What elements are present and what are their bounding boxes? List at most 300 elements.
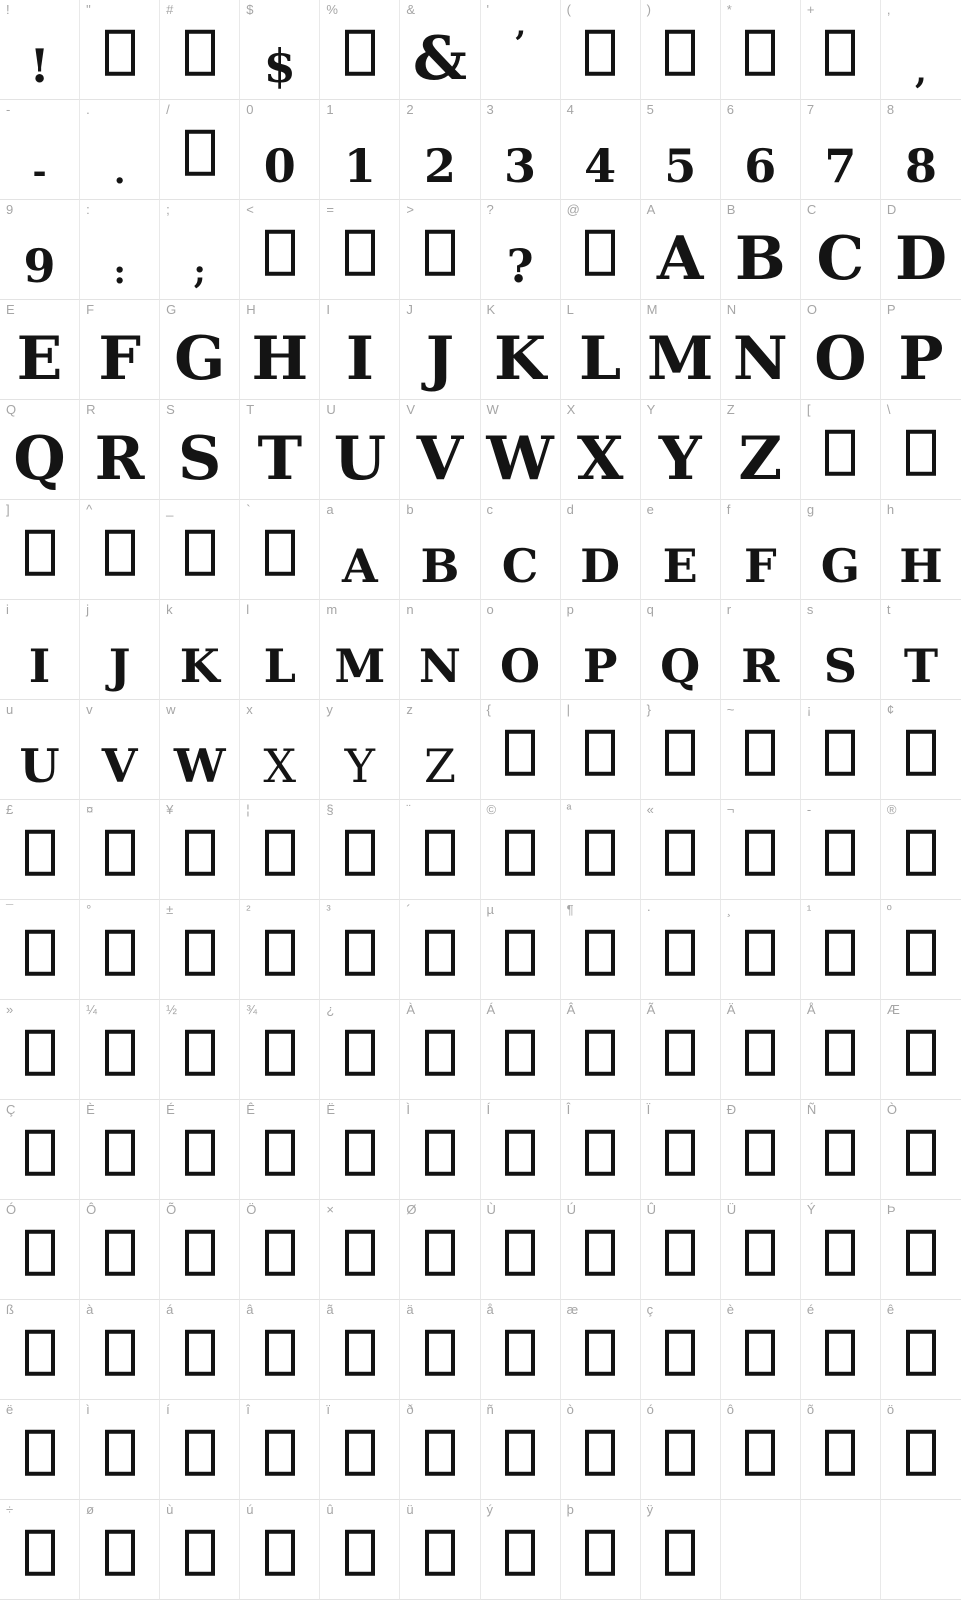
- missing-glyph-box: [25, 1129, 55, 1175]
- cell-char-label: ¢: [886, 702, 895, 717]
- glyph-cell: [481, 0, 561, 100]
- cell-char-label: e: [646, 502, 654, 517]
- cell-char-label: o: [486, 602, 494, 617]
- cell-char-label: T: [246, 402, 255, 417]
- glyph-cell: [561, 600, 641, 700]
- missing-glyph-box: [665, 1429, 695, 1475]
- cell-char-label: ª: [566, 802, 572, 817]
- missing-glyph-box: [665, 1129, 695, 1175]
- glyph-cell: [400, 1200, 480, 1300]
- glyph-cell: [561, 0, 641, 100]
- glyph-cell: [481, 900, 561, 1000]
- cell-char-label: +: [806, 2, 815, 17]
- cell-char-label: /: [166, 102, 170, 117]
- glyph-cell: [0, 600, 80, 700]
- cell-char-label: Ñ: [806, 1102, 817, 1117]
- cell-glyph: I: [345, 324, 374, 394]
- cell-char-label: õ: [806, 1402, 815, 1417]
- glyph-cell: [400, 200, 480, 300]
- missing-glyph-box: [505, 1129, 535, 1175]
- cell-char-label: }: [646, 702, 651, 717]
- glyph-cell: [721, 600, 801, 700]
- missing-glyph-box: [265, 1329, 295, 1375]
- glyph-cell: [561, 200, 641, 300]
- glyph-cell: [240, 1000, 320, 1100]
- missing-glyph-box: [906, 1129, 936, 1175]
- missing-glyph-box: [185, 1229, 215, 1275]
- missing-glyph-box: [505, 1529, 535, 1575]
- cell-char-label: !: [6, 2, 10, 17]
- cell-glyph: H: [899, 539, 943, 593]
- cell-glyph: P: [898, 324, 944, 394]
- cell-glyph: J: [108, 639, 131, 693]
- missing-glyph-box: [906, 1229, 936, 1275]
- cell-char-label: Æ: [886, 1002, 900, 1017]
- cell-char-label: f: [726, 502, 731, 517]
- cell-char-label: Ð: [726, 1102, 737, 1117]
- glyph-cell: [881, 1400, 961, 1500]
- glyph-cell: [481, 400, 561, 500]
- missing-glyph-box: [265, 1429, 295, 1475]
- cell-char-label: Z: [726, 402, 735, 417]
- glyph-cell: [320, 500, 400, 600]
- cell-char-label: Å: [806, 1002, 816, 1017]
- glyph-cell: [160, 800, 240, 900]
- missing-glyph-box: [505, 829, 535, 875]
- cell-char-label: ù: [166, 1502, 174, 1517]
- glyph-cell: [881, 100, 961, 200]
- cell-char-label: Á: [486, 1002, 496, 1017]
- glyph-cell: [561, 1300, 641, 1400]
- missing-glyph-box: [185, 1329, 215, 1375]
- glyph-cell: [561, 800, 641, 900]
- cell-glyph: N: [418, 639, 461, 693]
- missing-glyph-box: [25, 1329, 55, 1375]
- missing-glyph-box: [665, 729, 695, 775]
- glyph-cell: [561, 1100, 641, 1200]
- cell-char-label: þ: [566, 1502, 574, 1517]
- glyph-cell: [160, 1000, 240, 1100]
- cell-char-label: ¤: [86, 802, 94, 817]
- cell-char-label: *: [726, 2, 732, 17]
- missing-glyph-box: [25, 1529, 55, 1575]
- cell-char-label: 0: [246, 102, 254, 117]
- glyph-cell: [400, 1300, 480, 1400]
- cell-char-label: w: [166, 702, 176, 717]
- missing-glyph-box: [345, 1529, 375, 1575]
- cell-glyph: G: [820, 539, 861, 593]
- glyph-cell: [320, 1000, 400, 1100]
- glyph-cell: [240, 800, 320, 900]
- glyph-cell: [801, 1000, 881, 1100]
- glyph-cell: [320, 900, 400, 1000]
- cell-char-label: ": [86, 2, 91, 17]
- glyph-cell: [240, 300, 320, 400]
- cell-char-label: ¿: [326, 1002, 335, 1017]
- cell-char-label: i: [6, 602, 9, 617]
- glyph-cell: [80, 1200, 160, 1300]
- missing-glyph-box: [665, 1029, 695, 1075]
- glyph-cell: [561, 1500, 641, 1600]
- cell-char-label: ì: [86, 1402, 90, 1417]
- cell-char-label: Õ: [166, 1202, 177, 1217]
- missing-glyph-box: [345, 1329, 375, 1375]
- cell-char-label: :: [86, 202, 90, 217]
- glyph-cell: [721, 1200, 801, 1300]
- cell-glyph: F: [743, 539, 777, 593]
- glyph-cell: [801, 600, 881, 700]
- cell-char-label: u: [6, 702, 14, 717]
- cell-char-label: Ù: [486, 1202, 496, 1217]
- glyph-cell: [400, 100, 480, 200]
- missing-glyph-box: [185, 29, 215, 75]
- missing-glyph-box: [345, 829, 375, 875]
- glyph-cell: [721, 800, 801, 900]
- cell-char-label: q: [646, 602, 654, 617]
- missing-glyph-box: [665, 29, 695, 75]
- cell-char-label: ¡: [806, 702, 812, 717]
- cell-char-label: V: [406, 402, 416, 417]
- glyph-cell: [0, 1300, 80, 1400]
- glyph-cell: [0, 200, 80, 300]
- cell-glyph: ;: [193, 252, 206, 292]
- cell-char-label: Ö: [246, 1202, 257, 1217]
- cell-char-label: F: [86, 302, 95, 317]
- cell-char-label: >: [406, 202, 414, 217]
- missing-glyph-box: [745, 729, 775, 775]
- glyph-cell: [881, 1300, 961, 1400]
- cell-char-label: À: [406, 1002, 416, 1017]
- glyph-cell: [0, 1400, 80, 1500]
- cell-char-label: û: [326, 1502, 334, 1517]
- cell-char-label: #: [166, 2, 174, 17]
- cell-char-label: I: [326, 302, 330, 317]
- cell-char-label: ;: [166, 202, 170, 217]
- cell-char-label: ½: [166, 1002, 177, 1017]
- glyph-cell: [240, 1300, 320, 1400]
- cell-char-label: î: [246, 1402, 250, 1417]
- glyph-cell: [641, 500, 721, 600]
- glyph-cell: [320, 1200, 400, 1300]
- cell-char-label: í: [166, 1402, 170, 1417]
- missing-glyph-box: [745, 1029, 775, 1075]
- cell-glyph: E: [662, 539, 698, 593]
- cell-char-label: ®: [886, 802, 897, 817]
- missing-glyph-box: [345, 229, 375, 275]
- cell-char-label: m: [326, 602, 338, 617]
- missing-glyph-box: [665, 829, 695, 875]
- cell-glyph: I: [28, 639, 51, 693]
- cell-char-label: Â: [566, 1002, 576, 1017]
- glyph-cell: [320, 200, 400, 300]
- glyph-cell: [881, 800, 961, 900]
- glyph-cell: [481, 300, 561, 400]
- glyph-cell: [160, 700, 240, 800]
- cell-glyph: 1: [343, 139, 376, 193]
- cell-glyph: ?: [506, 239, 534, 293]
- cell-char-label: (: [566, 2, 571, 17]
- cell-glyph: K: [179, 639, 220, 693]
- cell-glyph: Z: [423, 739, 456, 793]
- glyph-cell: [240, 400, 320, 500]
- cell-glyph: 4: [584, 139, 617, 193]
- glyph-cell: [721, 1300, 801, 1400]
- glyph-cell: [641, 1200, 721, 1300]
- cell-char-label: ä: [406, 1302, 414, 1317]
- glyph-cell: [881, 0, 961, 100]
- missing-glyph-box: [585, 1029, 615, 1075]
- glyph-cell: [481, 600, 561, 700]
- cell-char-label: ]: [6, 502, 10, 517]
- cell-char-label: 7: [806, 102, 815, 117]
- glyph-cell: [240, 900, 320, 1000]
- cell-char-label: d: [566, 502, 574, 517]
- cell-char-label: ¯: [6, 902, 14, 917]
- glyph-cell: [400, 900, 480, 1000]
- cell-char-label: ·: [646, 902, 651, 917]
- glyph-cell: [641, 1100, 721, 1200]
- cell-char-label: W: [486, 402, 499, 417]
- cell-char-label: .: [86, 102, 90, 117]
- cell-char-label: 3: [486, 102, 494, 117]
- missing-glyph-box: [265, 1129, 295, 1175]
- missing-glyph-box: [906, 1029, 936, 1075]
- glyph-cell: [881, 200, 961, 300]
- glyph-cell: [881, 400, 961, 500]
- glyph-cell: [481, 200, 561, 300]
- cell-char-label: Ø: [406, 1202, 417, 1217]
- glyph-cell: [400, 300, 480, 400]
- missing-glyph-box: [425, 229, 455, 275]
- cell-char-label: %: [326, 2, 338, 17]
- glyph-cell: [160, 900, 240, 1000]
- missing-glyph-box: [825, 1329, 855, 1375]
- missing-glyph-box: [425, 1229, 455, 1275]
- glyph-cell: [721, 400, 801, 500]
- cell-glyph: &: [412, 24, 468, 94]
- glyph-cell: [400, 700, 480, 800]
- missing-glyph-box: [345, 1229, 375, 1275]
- empty-cell: [721, 1500, 801, 1600]
- glyph-cell: [400, 1100, 480, 1200]
- missing-glyph-box: [265, 929, 295, 975]
- glyph-cell: [400, 0, 480, 100]
- cell-char-label: Ï: [646, 1102, 651, 1117]
- glyph-cell: [80, 800, 160, 900]
- glyph-cell: [80, 1400, 160, 1500]
- missing-glyph-box: [665, 1329, 695, 1375]
- cell-char-label: ¹: [806, 902, 812, 917]
- cell-glyph: 2: [423, 139, 456, 193]
- glyph-cell: [160, 400, 240, 500]
- glyph-cell: [0, 300, 80, 400]
- missing-glyph-box: [25, 1029, 55, 1075]
- cell-glyph: G: [174, 324, 226, 394]
- cell-char-label: á: [166, 1302, 174, 1317]
- cell-char-label: <: [246, 202, 254, 217]
- glyph-cell: [481, 1000, 561, 1100]
- cell-char-label: ©: [486, 802, 497, 817]
- cell-glyph: R: [741, 639, 780, 693]
- missing-glyph-box: [105, 1029, 135, 1075]
- glyph-cell: [0, 0, 80, 100]
- cell-glyph: X: [263, 739, 297, 793]
- missing-glyph-box: [745, 1329, 775, 1375]
- missing-glyph-box: [505, 929, 535, 975]
- cell-char-label: Ã: [646, 1002, 656, 1017]
- missing-glyph-box: [745, 929, 775, 975]
- cell-char-label: ¬: [726, 802, 735, 817]
- cell-char-label: °: [86, 902, 92, 917]
- glyph-cell: [721, 500, 801, 600]
- cell-glyph: N: [732, 324, 788, 394]
- empty-cell: [801, 1500, 881, 1600]
- cell-glyph: !: [29, 39, 50, 93]
- missing-glyph-box: [25, 529, 55, 575]
- cell-glyph: Q: [660, 639, 701, 693]
- glyph-cell: [881, 1000, 961, 1100]
- missing-glyph-box: [585, 1429, 615, 1475]
- glyph-cell: [240, 600, 320, 700]
- cell-char-label: O: [806, 302, 817, 317]
- cell-glyph: Y: [658, 424, 702, 494]
- cell-char-label: ¸: [726, 902, 732, 917]
- missing-glyph-box: [425, 1029, 455, 1075]
- missing-glyph-box: [25, 1429, 55, 1475]
- cell-char-label: ?: [486, 202, 494, 217]
- glyph-cell: [641, 700, 721, 800]
- glyph-cell: [80, 300, 160, 400]
- glyph-cell: [721, 0, 801, 100]
- cell-char-label: C: [806, 202, 817, 217]
- glyph-cell: [641, 400, 721, 500]
- glyph-cell: [721, 1400, 801, 1500]
- missing-glyph-box: [505, 729, 535, 775]
- glyph-cell: [641, 900, 721, 1000]
- cell-char-label: ó: [646, 1402, 654, 1417]
- glyph-cell: [881, 1100, 961, 1200]
- glyph-cell: [641, 100, 721, 200]
- glyph-cell: [801, 800, 881, 900]
- cell-glyph: 3: [504, 139, 537, 193]
- cell-char-label: º: [886, 902, 892, 917]
- cell-char-label: p: [566, 602, 574, 617]
- cell-char-label: â: [246, 1302, 254, 1317]
- missing-glyph-box: [585, 1229, 615, 1275]
- cell-char-label: ,: [886, 2, 891, 17]
- glyph-cell: [160, 1100, 240, 1200]
- cell-char-label: ^: [86, 502, 93, 517]
- glyph-cell: [240, 1200, 320, 1300]
- missing-glyph-box: [185, 529, 215, 575]
- cell-char-label: ü: [406, 1502, 414, 1517]
- cell-char-label: ~: [726, 702, 735, 717]
- cell-char-label: ö: [886, 1402, 895, 1417]
- cell-char-label: 2: [406, 102, 414, 117]
- cell-glyph: Z: [738, 424, 783, 494]
- cell-char-label: Ò: [886, 1102, 898, 1117]
- cell-glyph: -: [32, 152, 47, 192]
- cell-char-label: 1: [326, 102, 334, 117]
- glyph-cell: [561, 300, 641, 400]
- cell-glyph: L: [263, 639, 296, 693]
- cell-glyph: O: [500, 639, 541, 693]
- cell-glyph: C: [501, 539, 539, 593]
- cell-glyph: P: [582, 639, 618, 693]
- missing-glyph-box: [585, 929, 615, 975]
- glyph-cell: [400, 1000, 480, 1100]
- glyph-cell: [160, 300, 240, 400]
- cell-char-label: y: [326, 702, 333, 717]
- cell-char-label: å: [486, 1302, 494, 1317]
- cell-char-label: ï: [326, 1402, 330, 1417]
- cell-char-label: ã: [326, 1302, 334, 1317]
- cell-char-label: S: [166, 402, 175, 417]
- cell-char-label: ç: [646, 1302, 654, 1317]
- cell-char-label: ': [486, 2, 489, 17]
- glyph-cell: [801, 700, 881, 800]
- glyph-cell: [160, 1200, 240, 1300]
- cell-glyph: 5: [664, 139, 697, 193]
- missing-glyph-box: [745, 829, 775, 875]
- cell-glyph: W: [173, 739, 226, 793]
- cell-char-label: {: [486, 702, 491, 717]
- glyph-cell: [801, 500, 881, 600]
- glyph-cell: [240, 1100, 320, 1200]
- cell-glyph: :: [113, 252, 126, 292]
- cell-char-label: é: [806, 1302, 815, 1317]
- cell-char-label: Þ: [886, 1202, 896, 1217]
- glyph-cell: [721, 100, 801, 200]
- missing-glyph-box: [825, 1229, 855, 1275]
- glyph-cell: [160, 100, 240, 200]
- cell-char-label: [: [806, 402, 811, 417]
- missing-glyph-box: [906, 729, 936, 775]
- glyph-cell: [801, 1100, 881, 1200]
- glyph-cell: [80, 400, 160, 500]
- glyph-cell: [641, 200, 721, 300]
- cell-glyph: $: [263, 39, 296, 93]
- missing-glyph-box: [185, 929, 215, 975]
- glyph-cell: [481, 800, 561, 900]
- glyph-cell: [160, 1500, 240, 1600]
- missing-glyph-box: [505, 1429, 535, 1475]
- cell-char-label: a: [326, 502, 334, 517]
- cell-char-label: A: [646, 202, 656, 217]
- glyph-cell: [320, 100, 400, 200]
- cell-glyph: S: [823, 639, 857, 693]
- glyph-cell: [240, 100, 320, 200]
- glyph-cell: [481, 1400, 561, 1500]
- cell-char-label: ²: [246, 902, 251, 917]
- cell-char-label: Ý: [806, 1202, 816, 1217]
- cell-char-label: ´: [406, 902, 411, 917]
- cell-char-label: ø: [86, 1502, 95, 1517]
- missing-glyph-box: [185, 1029, 215, 1075]
- cell-char-label: N: [726, 302, 737, 317]
- glyph-cell: [801, 0, 881, 100]
- cell-glyph: ’: [514, 24, 526, 64]
- cell-glyph: S: [178, 424, 222, 494]
- cell-char-label: «: [646, 802, 654, 817]
- cell-char-label: -: [6, 102, 11, 117]
- glyph-cell: [80, 600, 160, 700]
- cell-char-label: b: [406, 502, 414, 517]
- missing-glyph-box: [425, 929, 455, 975]
- glyph-cell: [561, 900, 641, 1000]
- missing-glyph-box: [745, 1429, 775, 1475]
- missing-glyph-box: [825, 729, 855, 775]
